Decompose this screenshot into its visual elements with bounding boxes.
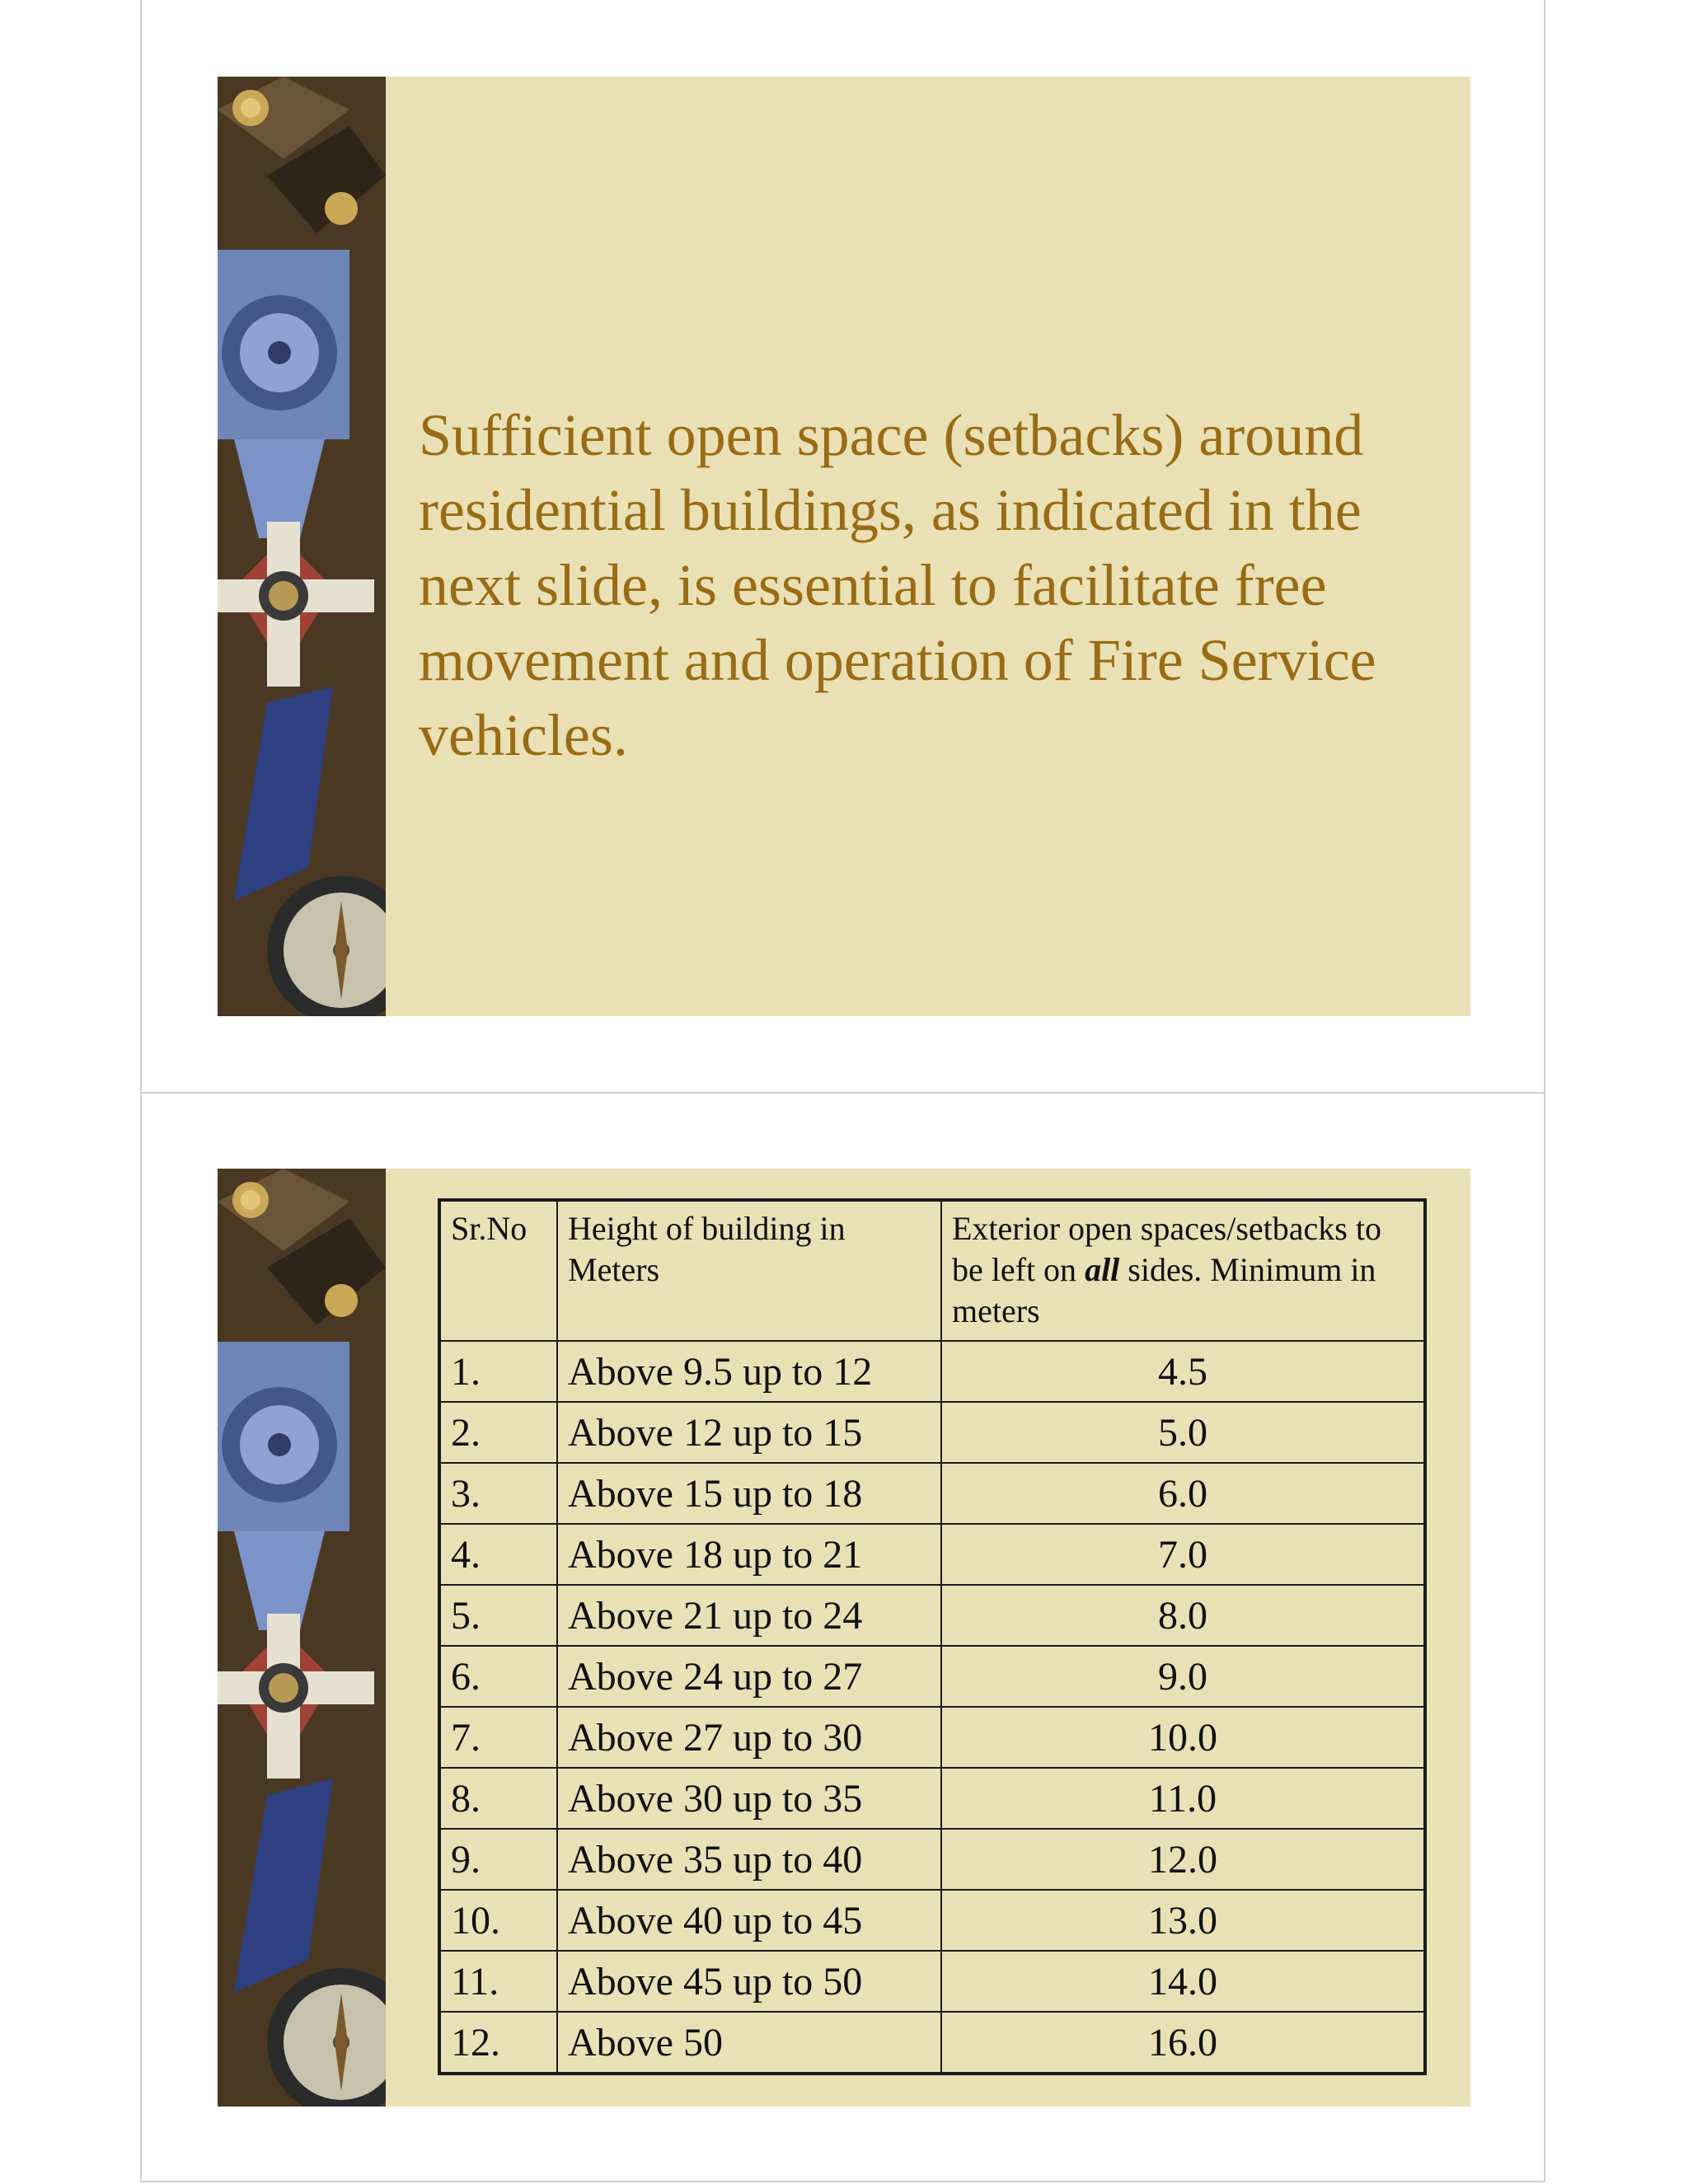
cell-sr-no: 5. — [439, 1585, 557, 1646]
table-row — [439, 1768, 1425, 1829]
medal-photo-strip — [218, 77, 386, 1016]
medal-photo-icon — [218, 1169, 386, 2107]
cell-sr-no: 4. — [439, 1524, 557, 1585]
table-row — [439, 1829, 1425, 1890]
cell-sr-no: 7. — [439, 1707, 557, 1768]
header-setbacks-text: Exterior open spaces/setbacks to be left on — [952, 1210, 1381, 1288]
table-row — [439, 1524, 1425, 1585]
cell-sr-no: 1. — [439, 1341, 557, 1402]
cell-setback: 7.0 — [941, 1524, 1425, 1585]
table-row — [439, 1585, 1425, 1646]
medal-photo-strip-2 — [218, 1169, 386, 2107]
cell-sr-no: 6. — [439, 1646, 557, 1707]
cell-setback: 13.0 — [941, 1890, 1425, 1951]
table-row — [439, 1890, 1425, 1951]
cell-building-height: Above 45 up to 50 — [557, 1951, 941, 2012]
medal-photo-icon — [218, 77, 386, 1016]
slide-2 — [218, 1169, 1470, 2107]
cell-sr-no: 9. — [439, 1829, 557, 1890]
cell-building-height: Above 50 — [557, 2012, 941, 2074]
cell-setback: 9.0 — [941, 1646, 1425, 1707]
cell-building-height: Above 40 up to 45 — [557, 1890, 941, 1951]
table-row — [439, 1402, 1425, 1463]
cell-building-height: Above 27 up to 30 — [557, 1707, 941, 1768]
cell-building-height: Above 12 up to 15 — [557, 1402, 941, 1463]
table-row — [439, 1341, 1425, 1402]
cell-sr-no: 12. — [439, 2012, 557, 2074]
cell-setback: 14.0 — [941, 1951, 1425, 2012]
cell-setback: 4.5 — [941, 1341, 1425, 1402]
cell-sr-no: 8. — [439, 1768, 557, 1829]
header-building-height: Height of building in Meters — [557, 1200, 941, 1341]
cell-setback: 8.0 — [941, 1585, 1425, 1646]
header-setbacks — [941, 1200, 1425, 1341]
table-header-row — [439, 1200, 1425, 1341]
slide-divider — [140, 1092, 1545, 1094]
setbacks-table — [438, 1198, 1427, 2075]
header-setbacks-emphasis: all — [1085, 1251, 1120, 1288]
cell-sr-no: 11. — [439, 1951, 557, 2012]
cell-sr-no: 2. — [439, 1402, 557, 1463]
header-setbacks-text-end: sides. Minimum in meters — [952, 1251, 1376, 1329]
cell-building-height: Above 15 up to 18 — [557, 1463, 941, 1524]
cell-setback: 16.0 — [941, 2012, 1425, 2074]
cell-building-height: Above 30 up to 35 — [557, 1768, 941, 1829]
slide-1-body-text: Sufficient open space (setbacks) around residential buildings, as indicated in the next slide, is essential to facilitate free movement and operation of Fire Service vehicles. — [419, 402, 1376, 768]
table-row — [439, 1463, 1425, 1524]
header-sr-no: Sr.No — [439, 1200, 557, 1341]
table-row — [439, 1646, 1425, 1707]
cell-building-height: Above 35 up to 40 — [557, 1829, 941, 1890]
cell-building-height: Above 18 up to 21 — [557, 1524, 941, 1585]
cell-setback: 11.0 — [941, 1768, 1425, 1829]
cell-building-height: Above 24 up to 27 — [557, 1646, 941, 1707]
cell-building-height: Above 9.5 up to 12 — [557, 1341, 941, 1402]
cell-setback: 6.0 — [941, 1463, 1425, 1524]
cell-building-height: Above 21 up to 24 — [557, 1585, 941, 1646]
cell-setback: 12.0 — [941, 1829, 1425, 1890]
cell-sr-no: 3. — [439, 1463, 557, 1524]
table-row — [439, 1951, 1425, 2012]
slide-1 — [218, 77, 1470, 1016]
table-row — [439, 2012, 1425, 2074]
cell-sr-no: 10. — [439, 1890, 557, 1951]
cell-setback: 10.0 — [941, 1707, 1425, 1768]
cell-setback: 5.0 — [941, 1402, 1425, 1463]
table-row — [439, 1707, 1425, 1768]
